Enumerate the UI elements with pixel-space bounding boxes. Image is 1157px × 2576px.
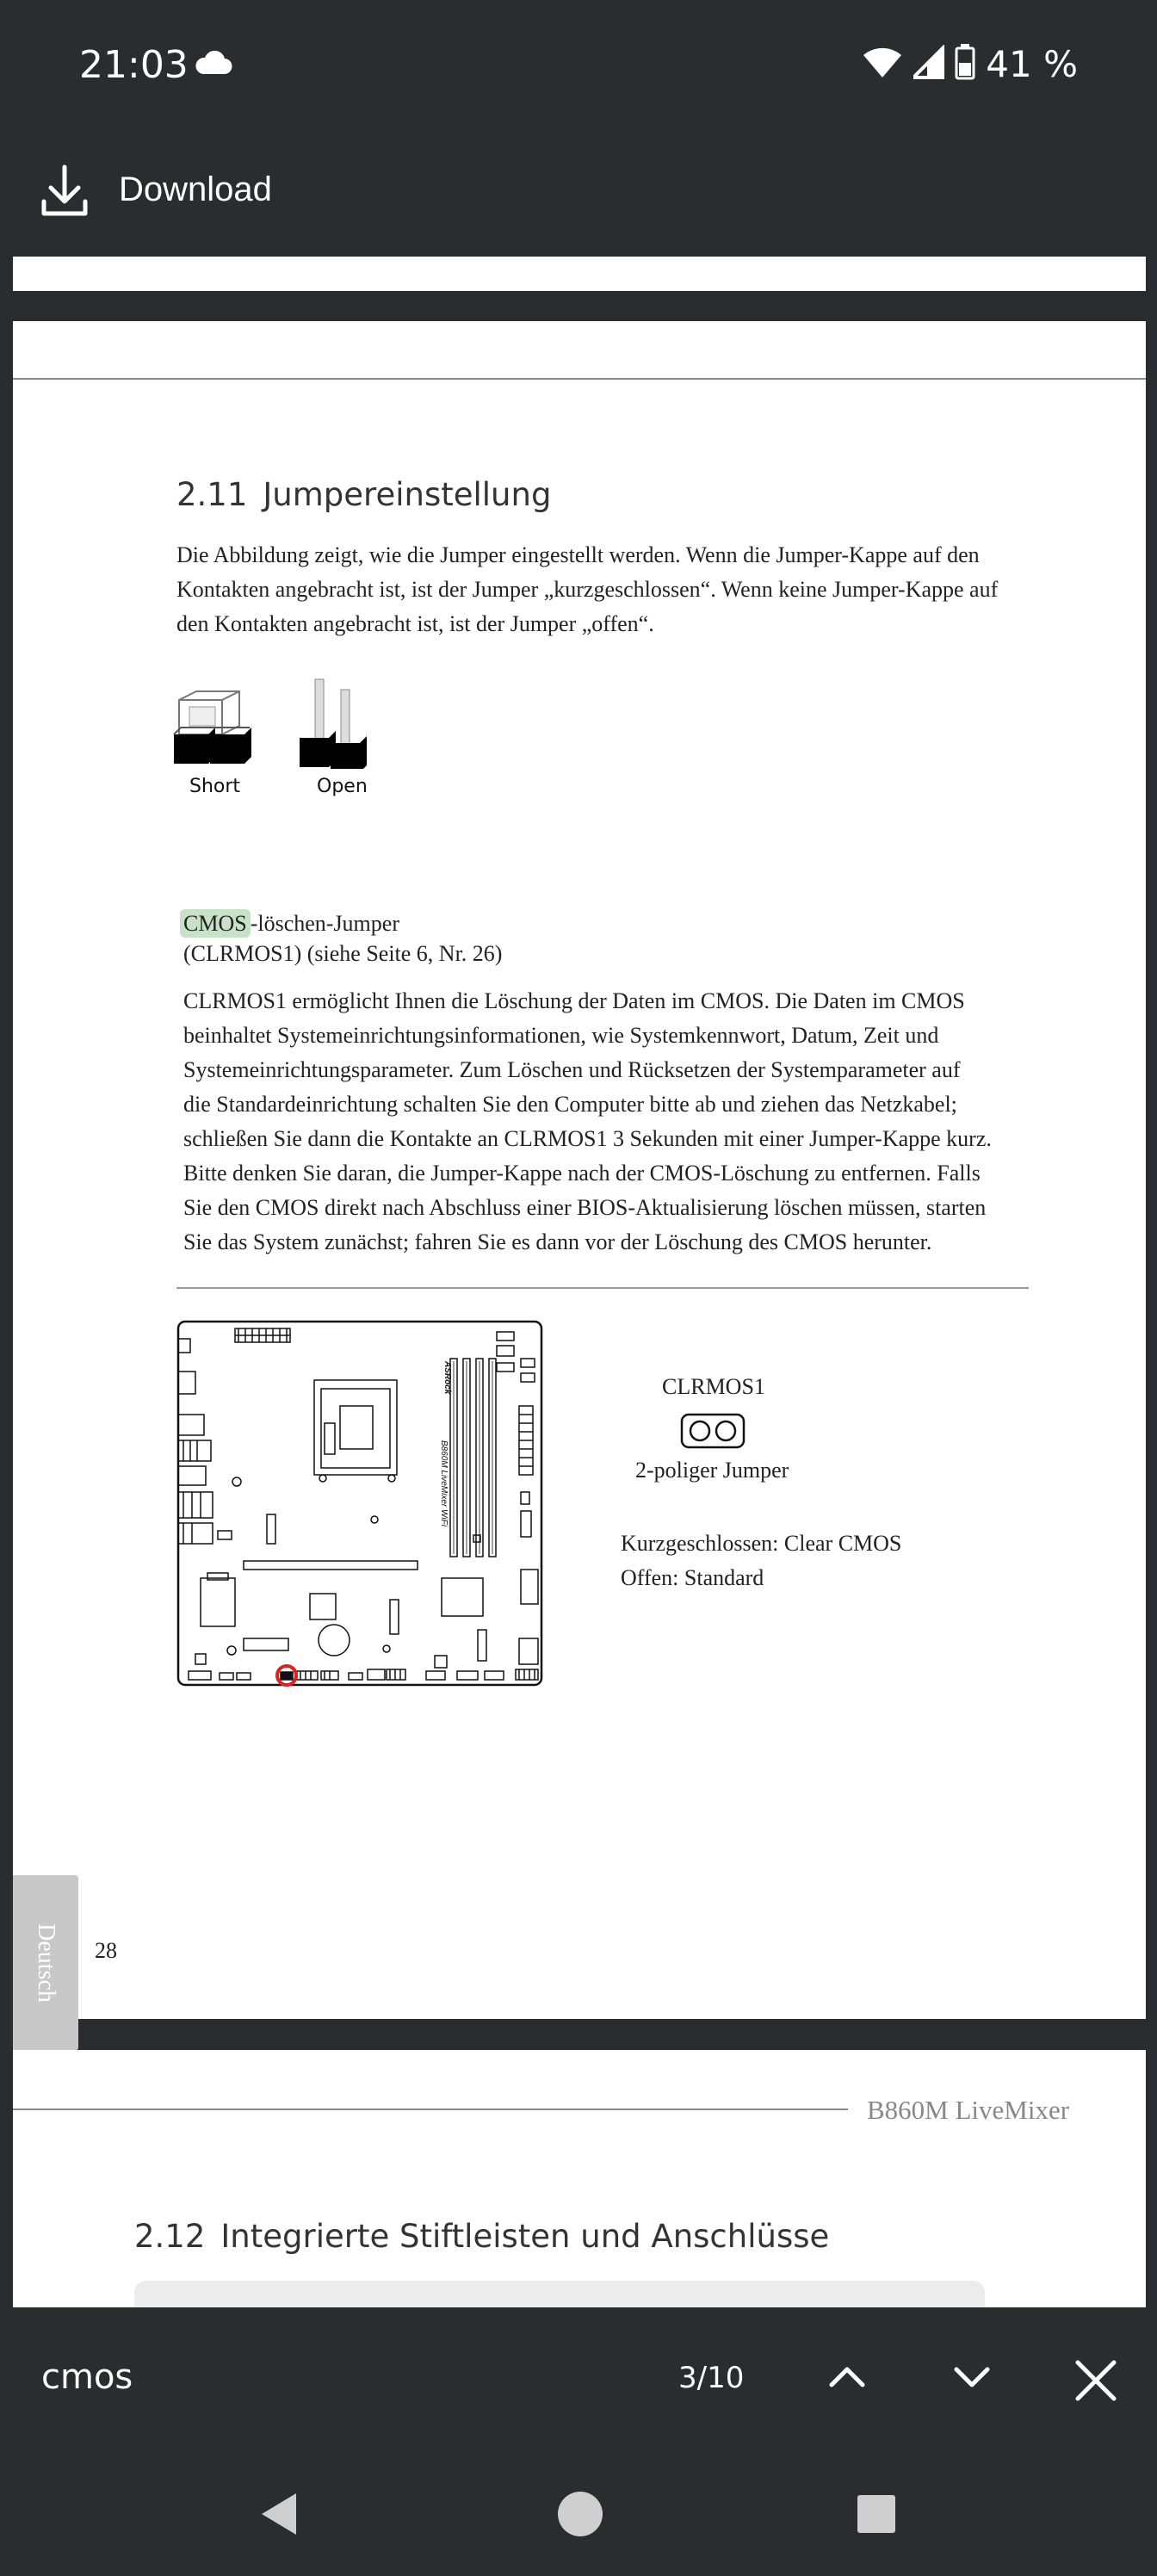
close-icon — [1074, 2359, 1117, 2402]
two-pin-jumper-icon — [680, 1413, 746, 1453]
jumper-illustration — [172, 666, 379, 797]
next-page — [13, 2050, 1146, 2307]
previous-page — [13, 257, 1146, 291]
previous-match-button[interactable] — [826, 2356, 868, 2401]
cmos-heading: CMOS -löschen-Jumper — [183, 907, 399, 941]
section-divider — [176, 1287, 1029, 1289]
home-icon[interactable] — [556, 2490, 604, 2542]
cloud-icon — [193, 50, 232, 80]
back-icon[interactable] — [258, 2490, 300, 2542]
next-match-button[interactable] — [951, 2356, 993, 2401]
table-header-box — [134, 2281, 985, 2307]
clrmos-short-desc: Kurzgeschlossen: Clear CMOS — [621, 1531, 902, 1556]
header-rule — [13, 378, 1146, 380]
next-header-rule — [13, 2108, 848, 2110]
product-name: B860M LiveMixer — [867, 2095, 1070, 2125]
app-bar — [0, 129, 1157, 257]
clrmos-open-desc: Offen: Standard — [621, 1565, 764, 1590]
wifi-icon — [862, 45, 903, 84]
cmos-paragraph: CLRMOS1 ermöglicht Ihnen die Löschung der Daten im CMOS. Die Daten im CMOS beinhaltet Systemeinrichtungsinformationen, wie Systemkennwort, Datum, Zeit und Systemeinrichtungsparameter. Zum Löschen und Rücksetzen der Systemparameter auf die Standardeinrichtung schalten Sie den Computer bitte ab und ziehen das Netzkabel; schließen Sie dann die Kontakte an CLRMOS1 3 Sekunden mit einer Jumper-Kappe kurz. Bitte denken Sie daran, die Jumper-Kappe nach der CMOS-Löschung zu entfernen. Falls Sie den CMOS direkt nach Abschluss einer BIOS-Aktualisierung löschen müssen, starten Sie das System zunächst; fahren Sie es dann vor der Löschung des CMOS herunter. — [183, 988, 992, 1254]
pdf-viewer[interactable] — [0, 257, 1157, 2307]
board-brand-text: ASRock — [442, 1361, 452, 1395]
jumper-diagram — [172, 666, 379, 769]
download-icon[interactable] — [40, 164, 90, 223]
motherboard-diagram — [176, 1320, 547, 1694]
navigation-bar — [0, 2452, 1157, 2576]
language-tab: Deutsch — [13, 1875, 78, 2051]
clrmos-name: CLRMOS1 — [662, 1374, 765, 1399]
search-input[interactable]: cmos — [41, 2357, 133, 2397]
close-search-button[interactable] — [1074, 2359, 1117, 2406]
match-counter: 3/10 — [678, 2361, 745, 2395]
app-title: Download — [119, 170, 272, 208]
cmos-subheading: (CLRMOS1) (siehe Seite 6, Nr. 26) — [183, 941, 503, 966]
section-title: 2.11 Jumpereinstellung — [176, 476, 552, 513]
board-model-text: B860M LiveMixer WiFi — [439, 1440, 449, 1526]
status-bar — [0, 0, 1157, 129]
intro-paragraph: Die Abbildung zeigt, wie die Jumper eingestellt werden. Wenn die Jumper-Kappe auf den Kontakten angebracht ist, ist der Jumper „kurzgeschlossen“. Wenn keine Jumper-Kappe auf den Kontakten angebracht ist, ist der Jumper „offen“. — [176, 542, 999, 636]
document-page — [13, 321, 1146, 2019]
jumper-short-label: Short — [189, 776, 241, 797]
clrmos-type: 2-poliger Jumper — [635, 1458, 789, 1483]
find-bar — [0, 2307, 1157, 2452]
next-section-title: 2.12 Integrierte Stiftleisten und Anschlüsse — [134, 2218, 830, 2255]
chevron-up-icon — [826, 2356, 868, 2397]
chevron-down-icon — [951, 2356, 993, 2397]
signal-icon — [913, 45, 944, 84]
recents-icon[interactable] — [857, 2495, 895, 2537]
battery-percent: 41 % — [986, 43, 1078, 85]
jumper-open-label: Open — [317, 776, 368, 797]
battery-icon — [955, 44, 975, 84]
page-number: 28 — [95, 1938, 117, 1963]
search-highlight: CMOS — [180, 909, 251, 938]
status-time: 21:03 — [79, 43, 189, 87]
